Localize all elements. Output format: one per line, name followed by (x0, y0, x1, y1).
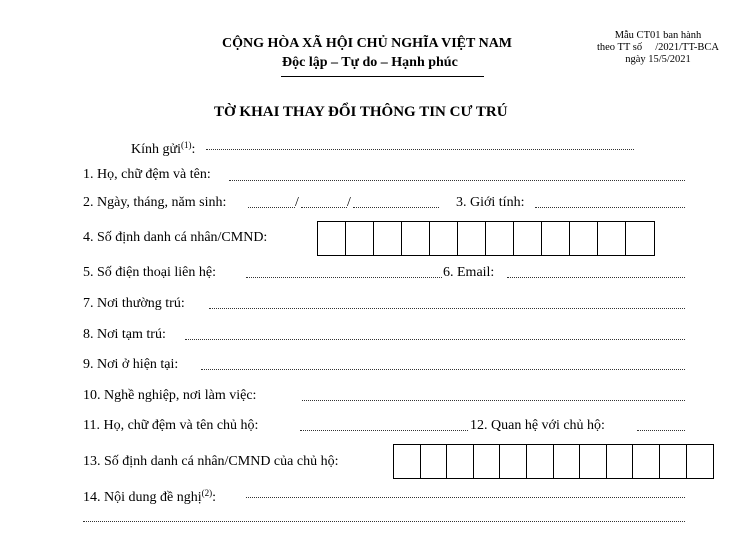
id-number-label: 4. Số định danh cá nhân/CMND: (83, 230, 268, 245)
form-note-line3: ngày 15/5/2021 (625, 54, 691, 65)
id-digit-box[interactable] (514, 222, 542, 255)
head-id-digit-box[interactable] (554, 445, 581, 478)
temporary-residence-field[interactable] (185, 339, 685, 340)
id-number-boxes[interactable] (317, 221, 655, 256)
permanent-residence-field[interactable] (209, 308, 685, 309)
dob-year-field[interactable] (353, 207, 439, 208)
form-note-line2: theo TT số /2021/TT-BCA (596, 42, 720, 53)
current-residence-field[interactable] (201, 369, 685, 370)
phone-label: 5. Số điện thoại liên hệ: (83, 265, 216, 280)
head-id-digit-box[interactable] (447, 445, 474, 478)
nation-header: CỘNG HÒA XÃ HỘI CHỦ NGHĨA VIỆT NAM (222, 36, 513, 51)
head-id-digit-box[interactable] (660, 445, 687, 478)
id-digit-box[interactable] (626, 222, 654, 255)
gender-label: 3. Giới tính: (456, 195, 525, 210)
phone-field[interactable] (246, 277, 442, 278)
household-head-id-boxes[interactable] (393, 444, 714, 479)
id-digit-box[interactable] (318, 222, 346, 255)
id-digit-box[interactable] (458, 222, 486, 255)
id-digit-box[interactable] (542, 222, 570, 255)
request-content-field-line2[interactable] (83, 521, 685, 522)
household-head-name-label: 11. Họ, chữ đệm và tên chủ hộ: (83, 418, 259, 433)
head-id-digit-box[interactable] (687, 445, 714, 478)
household-head-id-label: 13. Số định danh cá nhân/CMND của chủ hộ: (83, 454, 339, 469)
recipient-field[interactable] (206, 149, 634, 150)
head-id-digit-box[interactable] (500, 445, 527, 478)
form-title: TỜ KHAI THAY ĐỔI THÔNG TIN CƯ TRÚ (214, 104, 508, 120)
head-id-digit-box[interactable] (421, 445, 448, 478)
head-id-digit-box[interactable] (394, 445, 421, 478)
id-digit-box[interactable] (430, 222, 458, 255)
dob-label: 2. Ngày, tháng, năm sinh: (83, 195, 227, 210)
id-digit-box[interactable] (486, 222, 514, 255)
household-head-name-field[interactable] (300, 430, 468, 431)
head-id-digit-box[interactable] (580, 445, 607, 478)
dob-day-field[interactable] (248, 207, 295, 208)
form-note (578, 30, 738, 66)
occupation-field[interactable] (302, 400, 685, 401)
relation-to-head-label: 12. Quan hệ với chủ hộ: (470, 418, 605, 433)
full-name-label: 1. Họ, chữ đệm và tên: (83, 167, 211, 182)
recipient-label: Kính gửi$^{(1)}$: (131, 140, 196, 157)
dob-month-field[interactable] (301, 207, 347, 208)
relation-to-head-field[interactable] (637, 430, 685, 431)
motto-header: Độc lập – Tự do – Hạnh phúc (282, 55, 458, 70)
id-digit-box[interactable] (346, 222, 374, 255)
permanent-residence-label: 7. Nơi thường trú: (83, 296, 185, 311)
email-label: 6. Email: (443, 265, 495, 280)
head-id-digit-box[interactable] (607, 445, 634, 478)
gender-field[interactable] (535, 207, 685, 208)
head-id-digit-box[interactable] (633, 445, 660, 478)
email-field[interactable] (507, 277, 685, 278)
dob-separator-1: / (295, 195, 299, 210)
head-id-digit-box[interactable] (474, 445, 501, 478)
motto-underline (281, 76, 484, 77)
current-residence-label: 9. Nơi ở hiện tại: (83, 357, 179, 372)
temporary-residence-label: 8. Nơi tạm trú: (83, 327, 166, 342)
id-digit-box[interactable] (374, 222, 402, 255)
occupation-label: 10. Nghề nghiệp, nơi làm việc: (83, 388, 257, 403)
dob-separator-2: / (347, 195, 351, 210)
id-digit-box[interactable] (402, 222, 430, 255)
id-digit-box[interactable] (598, 222, 626, 255)
head-id-digit-box[interactable] (527, 445, 554, 478)
request-content-field[interactable] (246, 497, 685, 498)
full-name-field[interactable] (229, 180, 685, 181)
request-content-label: 14. Nội dung đề nghị$^{(2)}$: (83, 488, 216, 505)
id-digit-box[interactable] (570, 222, 598, 255)
form-note-line1: Mẫu CT01 ban hành (614, 30, 702, 41)
